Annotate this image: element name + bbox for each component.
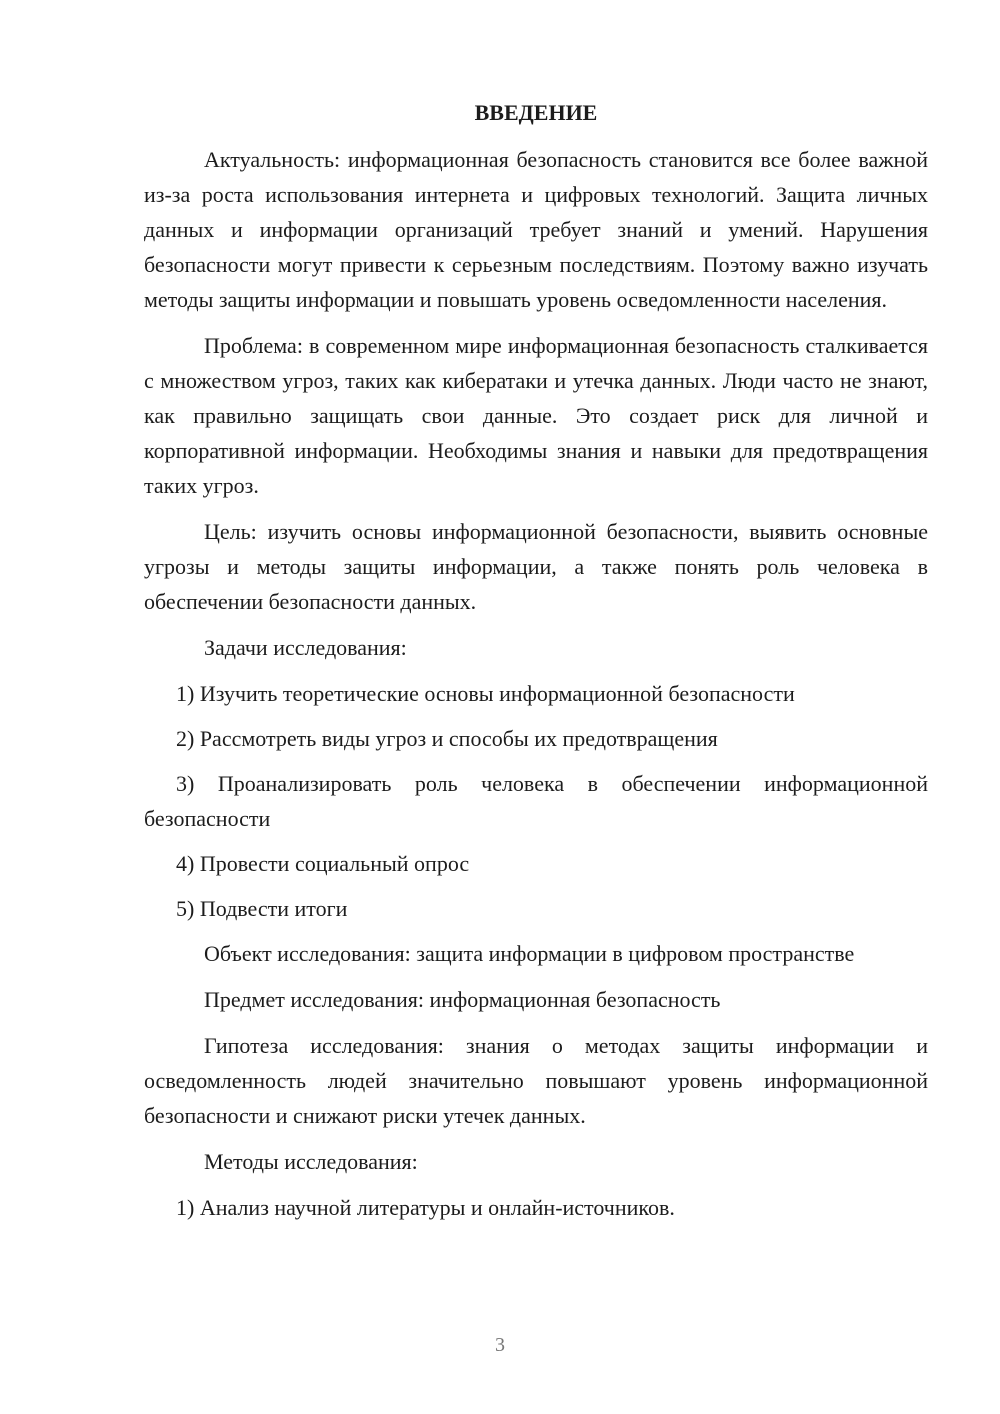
page-number: 3 xyxy=(495,1334,505,1356)
paragraph-goal: Цель: изучить основы информационной безопасности, выявить основные угрозы и методы защиты информации, а также понять роль человека в обеспечении безопасности данных. xyxy=(144,519,928,614)
paragraph-object: Объект исследования: защита информации в цифровом пространстве xyxy=(204,941,855,966)
list-item: 2) Рассмотреть виды угроз и способы их предотвращения xyxy=(176,726,718,751)
list-item: 1) Изучить теоретические основы информационной безопасности xyxy=(176,681,795,706)
page-content xyxy=(144,95,928,1235)
list-item: 5) Подвести итоги xyxy=(176,896,348,921)
paragraph-methods-heading: Методы исследования: xyxy=(204,1149,418,1174)
list-item: 3) Проанализировать роль человека в обеспечении информационной безопасности xyxy=(144,771,928,831)
list-item: 4) Провести социальный опрос xyxy=(176,851,470,876)
page-title: ВВЕДЕНИЕ xyxy=(474,100,598,125)
paragraph-hypothesis: Гипотеза исследования: знания о методах защиты информации и осведомленность людей значительно повышают уровень информационной безопасности и снижают риски утечек данных. xyxy=(144,1033,928,1128)
paragraph-problem: Проблема: в современном мире информационная безопасность сталкивается с множеством угроз, таких как кибератаки и утечка данных. Люди часто не знают, как правильно защищать свои данные. Это создает риск для личной и корпоративной информации. Необходимы знания и навыки для предотвращения таких угроз. xyxy=(144,333,928,498)
list-item: 1) Анализ научной литературы и онлайн-источников. xyxy=(176,1195,675,1220)
paragraph-subject: Предмет исследования: информационная безопасность xyxy=(204,987,721,1012)
paragraph-tasks-heading: Задачи исследования: xyxy=(204,635,407,660)
paragraph-relevance: Актуальность: информационная безопасность становится все более важной из-за роста использования интернета и цифровых технологий. Защита личных данных и информации организаций требует знаний и умений. Нарушения безопасности могут привести к серьезным последствиям. Поэтому важно изучать методы защиты информации и повышать уровень осведомленности населения. xyxy=(144,147,928,312)
